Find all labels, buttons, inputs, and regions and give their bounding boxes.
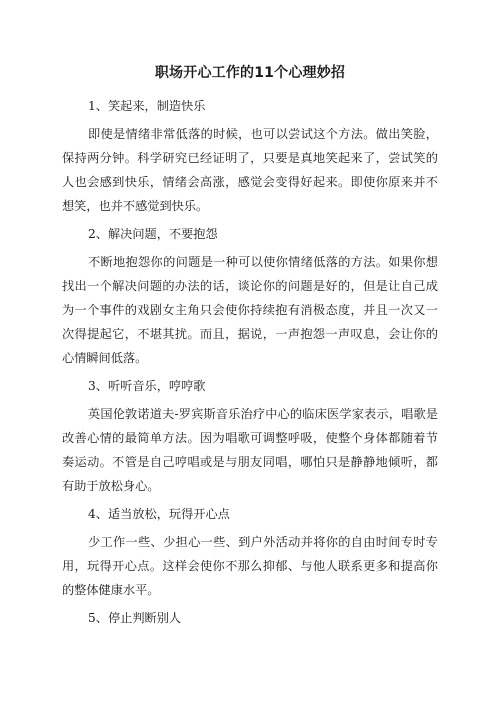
section-heading: 5、停止判断别人 [88,611,182,625]
section-1 [62,96,438,218]
section-heading: 4、适当放松，玩得开心点 [88,507,230,521]
section-heading: 2、解决问题，不要抱怨 [88,227,218,241]
section-4 [62,504,438,602]
section-body: 少工作一些、少担心一些、到户外活动并将你的自由时间专时专用，玩得开心点。这样会使你不那么抑郁、与他人联系更多和提高你的整体健康水平。 [62,535,438,597]
section-5 [62,608,438,628]
section-heading: 3、听听音乐，哼哼歌 [88,379,206,393]
section-2 [62,224,438,370]
section-body: 英国伦敦诺道夫-罗宾斯音乐治疗中心的临床医学家表示，唱歌是改善心情的最简单方法。因为唱歌可调整呼吸，使整个身体都随着节奏运动。不管是自己哼唱或是与朋友同唱，哪怕只是静静地倾听，都有助于放松身心。 [62,407,438,493]
document-title: 职场开心工作的11个心理妙招 [154,65,346,81]
section-body: 不断地抱怨你的问题是一种可以使你情绪低落的方法。如果你想找出一个解决问题的办法的话，谈论你的问题是好的，但是让自己成为一个事件的戏剧女主角只会使你持续抱有消极态度，并且一次又一次得提起它，不堪其扰。而且，据说，一声抱怨一声叹息，会让你的心情瞬间低落。 [62,255,438,365]
section-3 [62,376,438,498]
section-body: 即使是情绪非常低落的时候，也可以尝试这个方法。做出笑脸，保持两分钟。科学研究已经证明了，只要是真地笑起来了，尝试笑的人也会感到快乐，情绪会高涨，感觉会变得好起来。即使你原来并不想笑，也并不感觉到快乐。 [62,127,438,213]
section-heading: 1、笑起来，制造快乐 [88,99,206,113]
